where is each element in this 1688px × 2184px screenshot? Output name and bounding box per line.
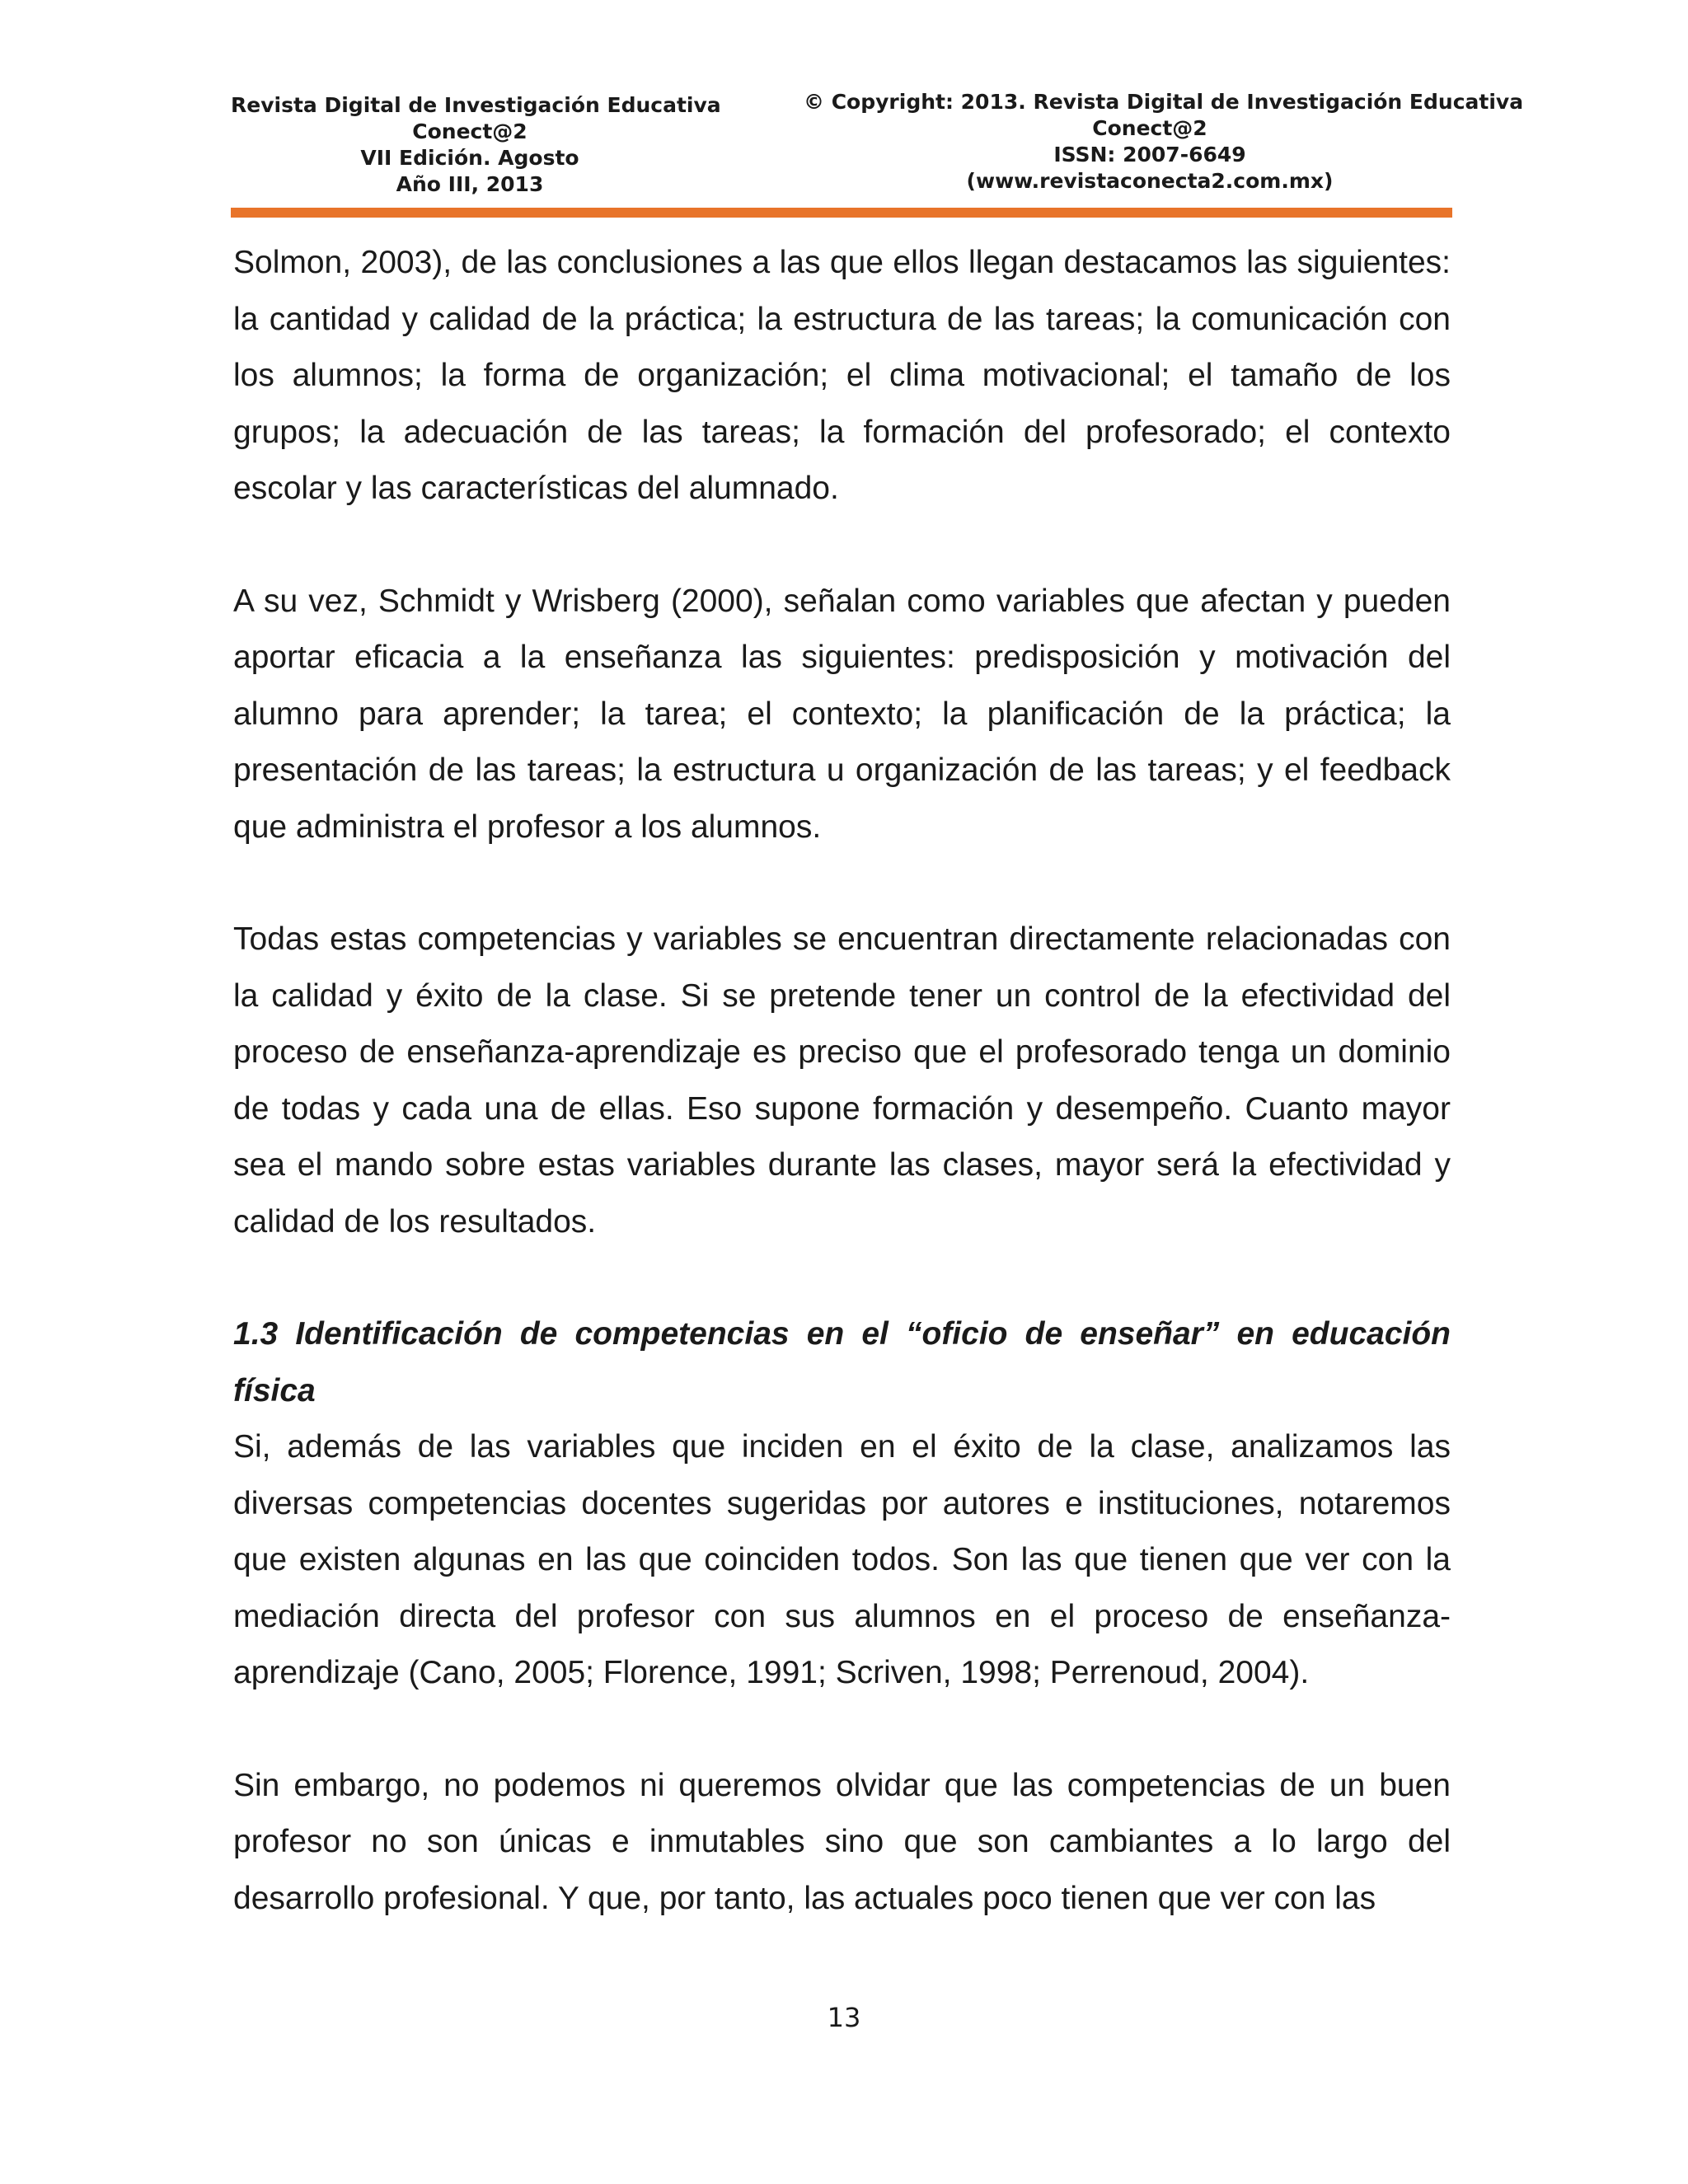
body-paragraph-1: Solmon, 2003), de las conclusiones a las que ellos llegan destacamos las siguientes: la cantidad y calidad de la práctica; la estructura de las tareas; la comunicación con los alumnos; la forma de organización; el clima motivacional; el tamaño de los grupos; la adecuación de las tareas; la formación del profesorado; el contexto escolar y las características del alumnado. [233, 245, 1451, 506]
journal-info-left [231, 92, 721, 198]
journal-name-right: Conect@2 [1092, 116, 1207, 140]
website-url: (www.revistaconecta2.com.mx) [966, 169, 1334, 193]
page-body [233, 235, 1451, 1983]
page-header [0, 0, 1688, 223]
issn-label: ISSN: 2007-6649 [1053, 143, 1246, 166]
header-divider [231, 208, 1452, 218]
body-paragraph-2: A su vez, Schmidt y Wrisberg (2000), señalan como variables que afectan y pueden aportar eficacia a la enseñanza las siguientes: predisposición y motivación del alumno para aprender; la tarea; el contexto; la planificación de la práctica; la presentación de las tareas; la estructura u organización de las tareas; y el feedback que administra el profesor a los alumnos. [233, 583, 1451, 845]
year-label: Año III, 2013 [396, 172, 544, 196]
journal-info-right [804, 89, 1524, 194]
journal-title: Revista Digital de Investigación Educativa [231, 93, 721, 117]
page-number: 13 [827, 2002, 861, 2033]
section-paragraph-1: Si, además de las variables que inciden en el éxito de la clase, analizamos las diversas competencias docentes sugeridas por autores e instituciones, notaremos que existen algunas en las que coinciden todos. Son las que tienen que ver con la mediación directa del profesor con sus alumnos en el proceso de enseñanza-aprendizaje (Cano, 2005; Florence, 1991; Scriven, 1998; Perrenoud, 2004). [233, 1429, 1451, 1690]
journal-name: Conect@2 [412, 120, 528, 143]
edition-label: VII Edición. Agosto [360, 146, 579, 170]
section-paragraph-2: Sin embargo, no podemos ni queremos olvidar que las competencias de un buen profesor no son únicas e inmutables sino que son cambiantes a lo largo del desarrollo profesional. Y que, por tanto, las actuales poco tienen que ver con las [233, 1767, 1451, 1916]
body-paragraph-3: Todas estas competencias y variables se encuentran directamente relacionadas con la calidad y éxito de la clase. Si se pretende tener un control de la efectividad del proceso de enseñanza-aprendizaje es preciso que el profesorado tenga un dominio de todas y cada una de ellas. Eso supone formación y desempeño. Cuanto mayor sea el mando sobre estas variables durante las clases, mayor será la efectividad y calidad de los resultados. [233, 921, 1451, 1240]
copyright-line: © Copyright: 2013. Revista Digital de Investigación Educativa [804, 90, 1524, 114]
section-heading: 1.3 Identificación de competencias en el “oficio de enseñar” en educación física [233, 1316, 1451, 1408]
